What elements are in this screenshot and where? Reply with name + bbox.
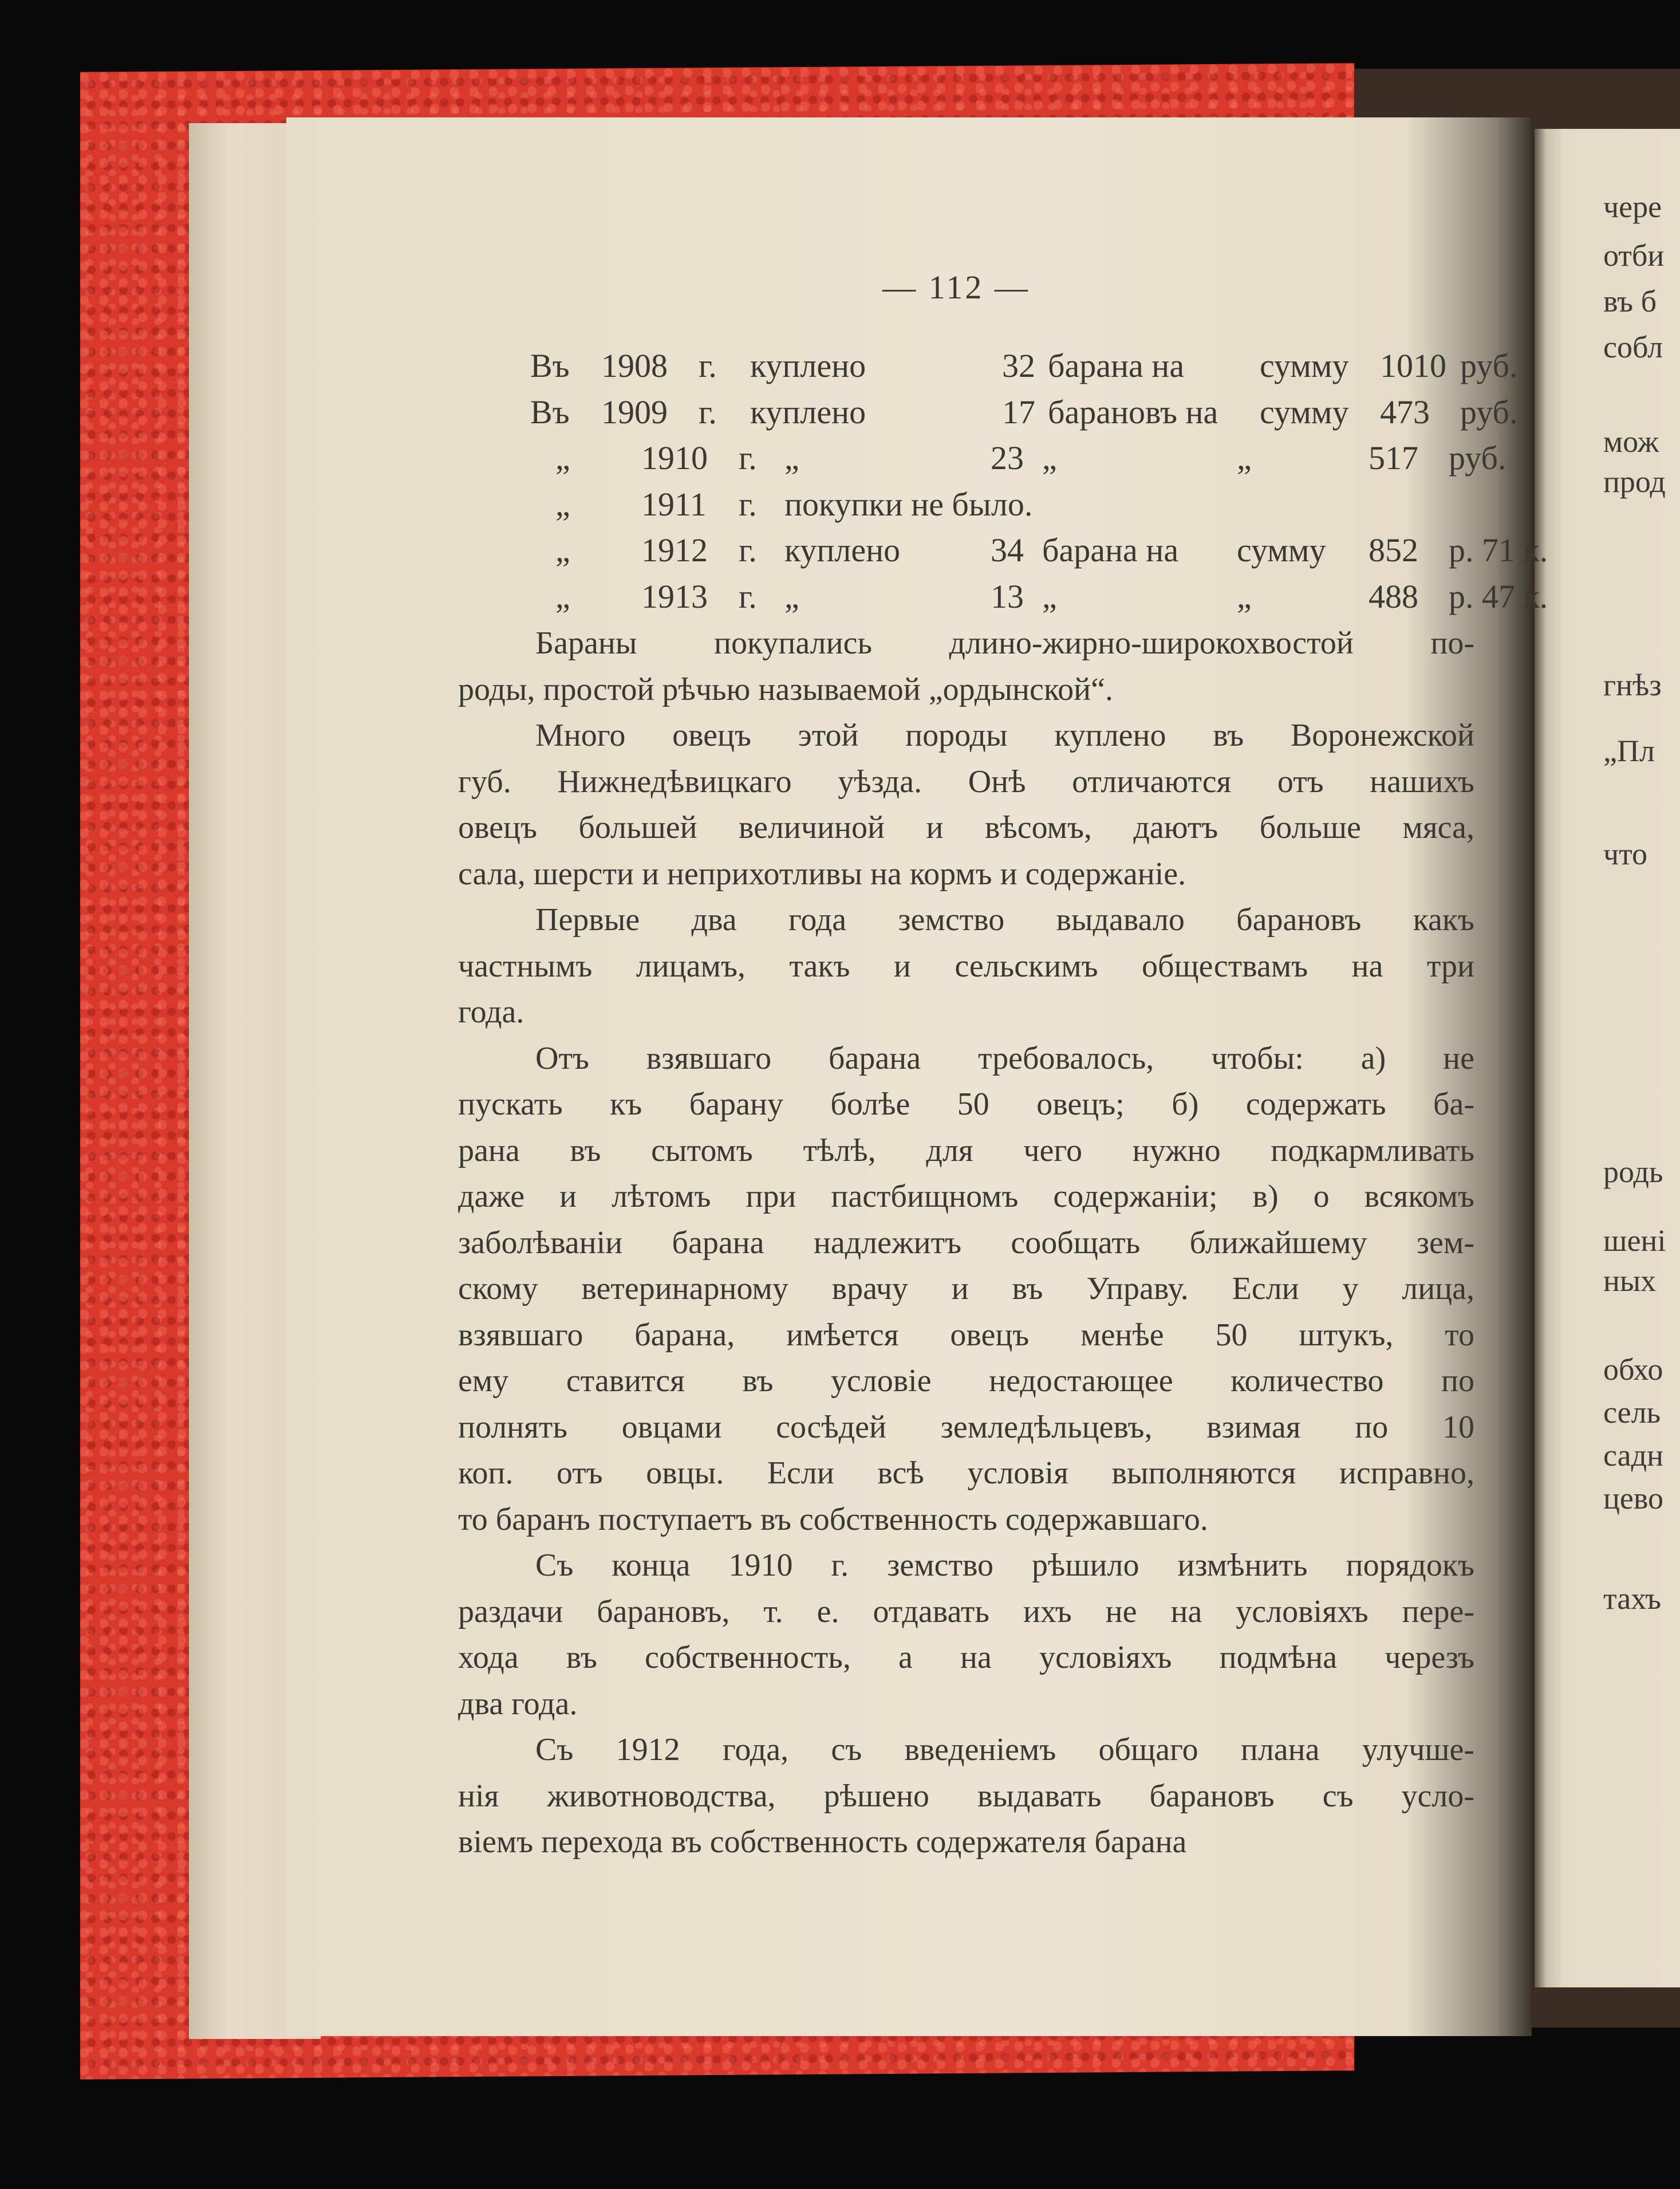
paragraph bbox=[458, 620, 1474, 712]
table-cell-a: Въ bbox=[530, 393, 570, 431]
text-line: нія животноводства, рѣшено выдавать барановъ съ усло- bbox=[458, 1778, 1474, 1814]
table-row bbox=[533, 485, 1474, 531]
next-page-text-fragment: тахъ bbox=[1603, 1581, 1662, 1616]
table-cell-unit: руб. bbox=[1449, 439, 1507, 477]
table-row bbox=[533, 531, 1548, 577]
text-line: раздачи барановъ, т. е. отдавать ихъ не на условіяхъ пере- bbox=[458, 1593, 1474, 1629]
table-cell-verb: куплено bbox=[784, 531, 901, 569]
table-cell-amount: 517 bbox=[1369, 439, 1418, 477]
table-row bbox=[530, 347, 1518, 392]
table-cell-unit: р. 47 к. bbox=[1449, 577, 1548, 615]
table-cell-noun: „ bbox=[1042, 577, 1057, 615]
table-cell-a: „ bbox=[555, 577, 570, 615]
table-cell-count: 17 bbox=[1002, 393, 1035, 431]
next-page-text-fragment: ных bbox=[1603, 1263, 1657, 1298]
text-line: пускать къ барану болѣе 50 овецъ; б) содержать ба- bbox=[458, 1086, 1474, 1122]
text-line: два года. bbox=[458, 1686, 578, 1722]
table-cell-g: г. bbox=[699, 347, 717, 384]
paragraph bbox=[458, 897, 1474, 1036]
next-page-text-fragment: обхо bbox=[1603, 1352, 1663, 1387]
table-cell-g: г. bbox=[699, 393, 717, 431]
text-line: Много овецъ этой породы куплено въ Воронежской bbox=[535, 718, 1474, 753]
table-cell-unit: р. 71 к. bbox=[1449, 531, 1548, 569]
text-line: сала, шерсти и неприхотливы на кормъ и содержаніе. bbox=[458, 856, 1186, 892]
next-page-text-fragment: родь bbox=[1603, 1155, 1663, 1189]
table-cell-verb: „ bbox=[784, 577, 799, 615]
table-cell-count: 32 bbox=[1002, 347, 1035, 384]
text-line: віемъ перехода въ собственность содержателя барана bbox=[458, 1824, 1187, 1860]
next-page-text-fragment: сель bbox=[1603, 1395, 1661, 1430]
table-cell-amount: 1010 bbox=[1380, 347, 1446, 384]
table-cell-year: 1911 bbox=[641, 485, 707, 523]
table-cell-a: Въ bbox=[530, 347, 570, 384]
text-line: то баранъ поступаетъ въ собственность содержавшаго. bbox=[458, 1501, 1208, 1537]
table-cell-year: 1912 bbox=[641, 531, 708, 569]
next-page-text-fragment: мож bbox=[1603, 424, 1659, 459]
next-page-text-fragment: цево bbox=[1603, 1481, 1663, 1515]
text-line: коп. отъ овцы. Если всѣ условія выполняются исправно, bbox=[458, 1455, 1474, 1491]
next-page-text-fragment: въ б bbox=[1603, 284, 1657, 318]
next-page-text-fragment: чере bbox=[1603, 190, 1662, 224]
next-page-text-fragment: прод bbox=[1603, 464, 1666, 499]
table-cell-amount: 852 bbox=[1369, 531, 1418, 569]
next-page-text-fragment: садн bbox=[1603, 1438, 1663, 1473]
text-line: полнять овцами сосѣдей земледѣльцевъ, взимая по 10 bbox=[458, 1409, 1474, 1445]
text-line: Съ конца 1910 г. земство рѣшило измѣнить порядокъ bbox=[535, 1548, 1474, 1583]
text-line: частнымъ лицамъ, такъ и сельскимъ обществамъ на три bbox=[458, 948, 1474, 984]
next-page-text-fragment: шені bbox=[1603, 1223, 1666, 1258]
text-line: года. bbox=[458, 994, 524, 1030]
table-cell-year: 1908 bbox=[601, 347, 668, 384]
table-cell-g: г. bbox=[739, 531, 757, 569]
text-line: заболѣваніи барана надлежитъ сообщать ближайшему зем- bbox=[458, 1225, 1474, 1261]
table-cell-a: „ bbox=[555, 485, 570, 523]
table-cell-verb: куплено bbox=[750, 347, 866, 384]
text-line: Съ 1912 года, съ введеніемъ общаго плана улучше- bbox=[535, 1732, 1474, 1767]
next-page-text-fragment: собл bbox=[1603, 330, 1663, 364]
next-page-text-fragment: отби bbox=[1603, 238, 1665, 273]
table-cell-g: г. bbox=[739, 577, 757, 615]
table-cell-g: г. bbox=[739, 485, 757, 523]
text-line: Бараны покупались длино-жирно-широкохвостой по- bbox=[535, 625, 1474, 661]
table-row bbox=[533, 439, 1507, 485]
table-cell-amount: 488 bbox=[1369, 577, 1418, 615]
table-cell-noun: барана на bbox=[1042, 531, 1179, 569]
table-cell-year: 1910 bbox=[641, 439, 708, 477]
next-page-text-fragment: что bbox=[1603, 837, 1648, 871]
table-cell-sum: сумму bbox=[1237, 531, 1326, 569]
table-cell-unit: руб. bbox=[1460, 393, 1518, 431]
table-cell-sum: сумму bbox=[1260, 393, 1349, 431]
text-line: скому ветеринарному врачу и въ Управу. Если у лица, bbox=[458, 1271, 1474, 1306]
text-line: рана въ сытомъ тѣлѣ, для чего нужно подкармливать bbox=[458, 1132, 1474, 1168]
paragraph bbox=[458, 712, 1474, 897]
text-line: роды, простой рѣчью называемой „ордынской“. bbox=[458, 671, 1114, 707]
table-cell-sum: сумму bbox=[1260, 347, 1349, 384]
table-cell-verb: куплено bbox=[750, 393, 866, 431]
paragraph bbox=[458, 1727, 1474, 1865]
text-line: ему ставится въ условіе недостающее количество по bbox=[458, 1363, 1474, 1399]
table-cell-g: г. bbox=[739, 439, 757, 477]
text-line: губ. Нижнедѣвицкаго уѣзда. Онѣ отличаются отъ нашихъ bbox=[458, 763, 1474, 800]
table-cell-unit: руб. bbox=[1460, 347, 1518, 384]
table-cell-sum: „ bbox=[1237, 577, 1252, 615]
table-cell-sum: „ bbox=[1237, 439, 1252, 477]
next-page-text-fragment: гнѣз bbox=[1603, 668, 1662, 702]
text-line: овецъ большей величиной и вѣсомъ, даютъ больше мяса, bbox=[458, 810, 1474, 845]
table-cell-noun: барана на bbox=[1048, 347, 1185, 384]
table-cell-year: 1909 bbox=[601, 393, 668, 431]
next-page-text-fragment: „Пл bbox=[1603, 734, 1655, 768]
table-cell-a: „ bbox=[555, 531, 570, 569]
table-cell-verb: „ bbox=[784, 439, 799, 477]
table-cell-count: 34 bbox=[991, 531, 1024, 569]
text-line: хода въ собственность, а на условіяхъ подмѣна черезъ bbox=[458, 1640, 1474, 1675]
text-line: взявшаго барана, имѣется овецъ менѣе 50 штукъ, то bbox=[458, 1317, 1474, 1353]
text-line: даже и лѣтомъ при пастбищномъ содержаніи; в) о всякомъ bbox=[458, 1179, 1474, 1214]
table-cell-count: 13 bbox=[991, 577, 1024, 615]
table-cell-count: 23 bbox=[991, 439, 1024, 477]
table-row bbox=[533, 577, 1548, 623]
next-page-edge bbox=[1535, 129, 1680, 1987]
table-cell-noun: барановъ на bbox=[1048, 393, 1218, 431]
table-cell-a: „ bbox=[555, 439, 570, 477]
text-line: Первые два года земство выдавало барановъ какъ bbox=[535, 902, 1474, 938]
table-cell-verb: покупки не было. bbox=[784, 485, 1033, 523]
text-line: Отъ взявшаго барана требовалось, чтобы: а) не bbox=[535, 1040, 1474, 1076]
table-cell-noun: „ bbox=[1042, 439, 1057, 477]
table-cell-amount: 473 bbox=[1380, 393, 1430, 431]
page-number: — 112 — bbox=[882, 269, 1030, 306]
paragraph bbox=[458, 1036, 1474, 1543]
table-cell-year: 1913 bbox=[641, 577, 708, 615]
table-row bbox=[530, 393, 1518, 439]
paragraph bbox=[458, 1542, 1474, 1727]
